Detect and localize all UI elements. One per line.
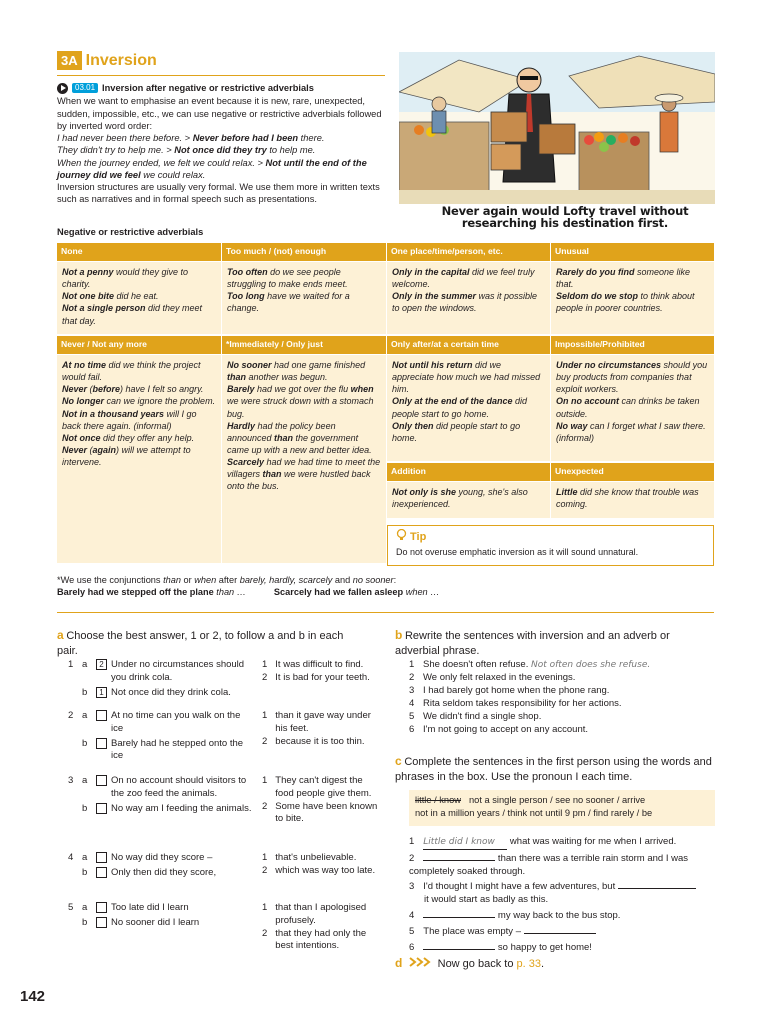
answer-blank[interactable]: Little did I know xyxy=(423,836,507,850)
divider xyxy=(57,612,714,613)
page-number: 142 xyxy=(20,988,46,1005)
answer-option: 1 They can't digest the food people give them. xyxy=(262,775,372,799)
answer-box[interactable]: 1 xyxy=(96,687,107,698)
exercise-a-instruction: a Choose the best answer, 1 or 2, to follow a and b in each pair. xyxy=(57,628,344,657)
forward-arrows-icon xyxy=(409,957,431,972)
table-header: Unusual xyxy=(551,243,714,261)
answer-blank[interactable] xyxy=(524,925,596,934)
list-item: 3 I'd thought I might have a few adventures, but it would start as badly as this. xyxy=(409,880,719,907)
answer-blank[interactable] xyxy=(618,880,696,889)
table-header: Too much / (not) enough xyxy=(222,243,386,261)
exercise-c-items xyxy=(409,836,719,955)
answer-option: 1 that than I apologised profusely. xyxy=(262,902,367,926)
answer-option: 2 It is bad for your teeth. xyxy=(262,671,370,683)
table-heading: Negative or restrictive adverbials xyxy=(57,227,204,237)
list-item: 2 We only felt relaxed in the evenings. xyxy=(409,672,576,683)
table-header: None xyxy=(57,243,221,261)
list-item: 1 Little did I know what was waiting for me when I arrived. xyxy=(409,836,719,850)
option-b: b Barely had he stepped onto the ice xyxy=(82,737,244,762)
play-icon[interactable] xyxy=(57,83,68,94)
option-a: a At no time can you walk on the ice xyxy=(82,710,241,734)
table-header: Never / Not any more xyxy=(57,336,221,354)
answer-option: 2 that they had only the best intentions. xyxy=(262,927,367,952)
exercise-c-instruction: c Complete the sentences in the first person using the words and phrases in the box. Use the pronoun I each time. xyxy=(395,754,712,783)
audio-row xyxy=(57,82,387,94)
option-b: b No sooner did I learn xyxy=(82,916,200,928)
answer-blank[interactable] xyxy=(423,852,495,861)
option-a: a On no account should visitors to the zoo feed the animals. xyxy=(82,775,247,799)
list-item: 5 The place was empty – xyxy=(409,925,719,939)
table-header: Impossible/Prohibited xyxy=(551,336,714,354)
question-number: 3 xyxy=(68,775,74,786)
table-header: One place/time/person, etc. xyxy=(387,243,550,261)
exercise-d: d Now go back to p. 33. xyxy=(395,956,545,970)
word-box: little / know not a single person / see no sooner / arrive not in a million years / think not until 9 pm / find rarely / be xyxy=(409,790,715,826)
list-item: 2 than there was a terrible rain storm and I was completely soaked through. xyxy=(409,852,689,877)
answer-blank[interactable] xyxy=(423,909,495,918)
exercise-letter: d xyxy=(395,956,403,970)
option-a: a Too late did I learn xyxy=(82,902,189,913)
answer-box[interactable] xyxy=(96,867,107,878)
list-item: 6 I'm not going to accept on any account. xyxy=(409,724,589,735)
footnote: *We use the conjunctions than or when after barely, hardly, scarcely and no sooner: Barely had we stepped off the plane than … Scarcely had we fallen asleep when … xyxy=(57,575,440,598)
question-number: 5 xyxy=(68,902,74,913)
table-header: *Immediately / Only just xyxy=(222,336,386,354)
table-header: Only after/at a certain time xyxy=(387,336,550,354)
table-cell: Not until his return did we appreciate how much we had missed him. Only at the end of the dance did people start to go home. Only then did people start to go home. xyxy=(387,355,550,461)
table-cell: Only in the capital did we feel truly welcome. Only in the summer was it possible to open the windows. xyxy=(387,262,550,334)
option-b: b Only then did they score, xyxy=(82,866,217,878)
intro-paragraph: When we want to emphasise an event because it is new, rare, unexpected, sudden, impossible, etc., we can use negative or restrictive adverbials followed by inverted word order: xyxy=(57,96,382,131)
answer-option: 1 that's unbelievable. xyxy=(262,852,357,863)
cartoon-illustration xyxy=(399,52,715,204)
unit-title: Inversion xyxy=(85,52,157,69)
tip-text: Do not overuse emphatic inversion as it will sound unnatural. xyxy=(396,546,639,557)
answer-box[interactable] xyxy=(96,852,107,863)
list-item: 1 She doesn't often refuse. Not often does she refuse. xyxy=(409,659,651,670)
list-item: 4 my way back to the bus stop. xyxy=(409,910,621,922)
answer-box[interactable] xyxy=(96,775,107,786)
list-item: 5 We didn't find a single shop. xyxy=(409,711,542,722)
unit-badge: 3A xyxy=(57,51,82,70)
option-b: b 1 Not once did they drink cola. xyxy=(82,686,231,698)
answer-option: 2 which was way too late. xyxy=(262,864,376,876)
answer-box[interactable] xyxy=(96,803,107,814)
table-cell: Under no circumstances should you buy products from companies that exploit workers. On no account can drinks be taken outside. No way can I forget what I saw there. (informal) xyxy=(551,355,714,461)
audio-track-badge[interactable]: 03.01 xyxy=(72,83,98,94)
unit-header xyxy=(57,50,385,76)
cartoon-caption: Never again would Lofty travel without researching his destination first. xyxy=(441,204,689,231)
example-sentence: They didn't try to help me. > Not once did they try to help me. xyxy=(57,145,316,156)
answer-option: 2 Some have been known to bite. xyxy=(262,800,378,825)
answer-option: 2 because it is too thin. xyxy=(262,735,365,747)
lightbulb-icon xyxy=(396,529,407,546)
table-cell: Little did she know that trouble was coming. xyxy=(551,482,714,518)
answer-box[interactable]: 2 xyxy=(96,659,107,670)
table-header: Addition xyxy=(387,463,550,481)
intro-paragraph: Inversion structures are usually very formal. We use them more in written texts such as narratives and in formal speech such as presentations. xyxy=(57,182,380,205)
tip-box xyxy=(387,525,714,566)
list-item: 4 Rita seldom takes responsibility for her actions. xyxy=(409,698,622,709)
table-cell: Too often do we see people struggling to make ends meet. Too long have we waited for a change. xyxy=(222,262,386,334)
answer-option: 1 than it gave way under his feet. xyxy=(262,710,371,734)
option-a: a No way did they score – xyxy=(82,852,213,863)
handwritten-answer[interactable]: Not often does she refuse. xyxy=(530,660,651,670)
example-sentence: When the journey ended, we felt we could relax. > Not until the end of the journey did we feel we could relax. xyxy=(57,157,367,180)
page-link[interactable]: p. 33 xyxy=(516,958,541,970)
question-number: 1 xyxy=(68,659,74,670)
tip-title: Tip xyxy=(410,531,427,543)
question-number: 2 xyxy=(68,710,74,721)
answer-box[interactable] xyxy=(96,902,107,913)
exercise-b-instruction: b Rewrite the sentences with inversion and an adverb or adverbial phrase. xyxy=(395,628,670,657)
answer-box[interactable] xyxy=(96,738,107,749)
table-cell: Rarely do you find someone like that. Seldom do we stop to think about people in poorer countries. xyxy=(551,262,714,334)
table-cell: Not only is she young, she's also inexperienced. xyxy=(387,482,550,518)
table-cell: At no time did we think the project would fail. Never (before) have I felt so angry. No longer can we ignore the problem. Not in a thousand years will I go back there again. (informal) Not once did they offer any help. Never (again) will we attempt to intervene. xyxy=(57,355,221,563)
option-a: a 2 Under no circumstances should you drink cola. xyxy=(82,659,245,683)
section-heading: Inversion after negative or restrictive adverbials xyxy=(102,83,314,93)
answer-blank[interactable] xyxy=(423,941,495,950)
exercise-letter: a xyxy=(57,628,64,642)
option-b: b No way am I feeding the animals. xyxy=(82,802,252,814)
list-item: 6 so happy to get home! xyxy=(409,941,592,953)
question-number: 4 xyxy=(68,852,74,863)
example-sentence: I had never been there before. > Never before had I been there. xyxy=(57,133,325,144)
answer-box[interactable] xyxy=(96,917,107,928)
list-item: 3 I had barely got home when the phone rang. xyxy=(409,685,610,696)
table-cell: No sooner had one game finished than another was begun. Barely had we got over the flu when we were struck down with a stomach bug. Hardly had the policy been announced than the government came up with a new and better idea. Scarcely had we had time to meet the villagers than we were hustled back onto the bus. xyxy=(222,355,386,563)
table-cell: Not a penny would they give to charity. Not one bite did he eat. Not a single person did they meet that day. xyxy=(57,262,221,334)
grammar-intro xyxy=(57,82,387,206)
answer-box[interactable] xyxy=(96,710,107,721)
answer-option: 1 It was difficult to find. xyxy=(262,659,364,670)
struck-phrase: little / know xyxy=(415,795,461,805)
exercise-letter: c xyxy=(395,754,402,768)
table-header: Unexpected xyxy=(551,463,714,481)
exercise-letter: b xyxy=(395,628,403,642)
